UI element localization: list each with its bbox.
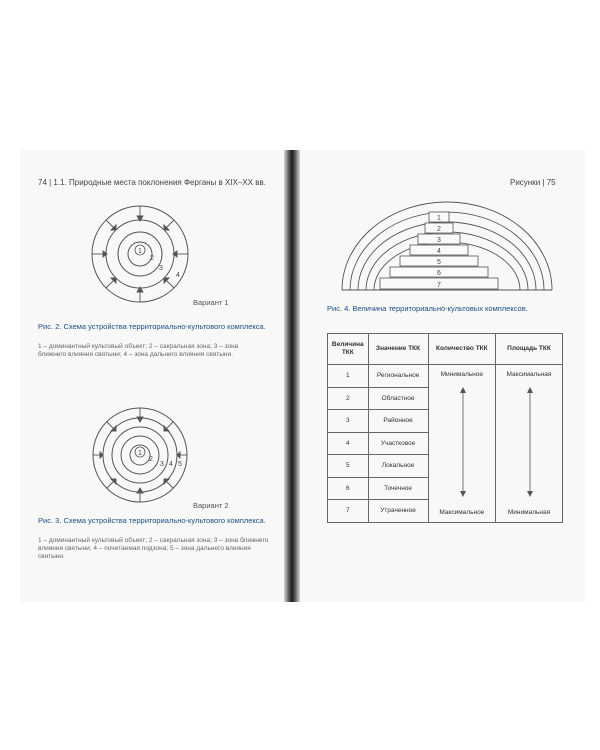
fig3-variant-label: Вариант 2 bbox=[193, 501, 229, 510]
figure-3-diagram bbox=[90, 400, 205, 515]
fig4-level-4: 4 bbox=[437, 248, 441, 255]
fig2-label-3: 3 bbox=[159, 265, 163, 272]
row-num: 2 bbox=[328, 387, 369, 410]
fig3-label-4: 4 bbox=[169, 461, 173, 468]
row-value: Точечное bbox=[368, 477, 428, 500]
fig4-level-3: 3 bbox=[437, 237, 441, 244]
tkk-table bbox=[327, 333, 563, 523]
area-bottom: Минимальная bbox=[507, 508, 551, 516]
row-value: Участковое bbox=[368, 432, 428, 455]
table-row bbox=[328, 365, 563, 388]
fig2-label-1: 1 bbox=[138, 248, 142, 255]
fig2-caption bbox=[38, 322, 273, 331]
header-value: Значение ТКК bbox=[368, 334, 428, 365]
row-num: 5 bbox=[328, 455, 369, 478]
row-value: Районное bbox=[368, 410, 428, 433]
row-num: 6 bbox=[328, 477, 369, 500]
row-value: Локальное bbox=[368, 455, 428, 478]
fig2-variant-label: Вариант 1 bbox=[193, 298, 229, 307]
count-double-arrow-icon bbox=[460, 387, 466, 497]
row-num: 7 bbox=[328, 500, 369, 523]
area-column bbox=[496, 365, 563, 523]
row-value: Областное bbox=[368, 387, 428, 410]
row-value: Региональное bbox=[368, 365, 428, 388]
count-bottom: Максимальное bbox=[439, 508, 485, 516]
fig4-level-6: 6 bbox=[437, 270, 441, 277]
header-size: Величина ТКК bbox=[328, 334, 369, 365]
count-column bbox=[428, 365, 495, 523]
fig3-label-1: 1 bbox=[138, 450, 142, 457]
row-num: 1 bbox=[328, 365, 369, 388]
table-header-row bbox=[328, 334, 563, 365]
fig3-caption-title: Схема устройства территориально-культового комплекса. bbox=[63, 516, 266, 525]
fig3-label-5: 5 bbox=[178, 461, 182, 468]
fig4-level-7: 7 bbox=[437, 282, 441, 289]
fig4-caption-title: Величина территориально-культовых комплексов. bbox=[352, 304, 528, 313]
fig3-caption bbox=[38, 516, 273, 525]
fig2-label-2: 2 bbox=[150, 255, 154, 262]
fig2-label-4: 4 bbox=[176, 272, 180, 279]
count-top: Минимальное bbox=[440, 371, 483, 378]
area-top: Максимальная bbox=[506, 371, 552, 378]
fig3-label-2: 2 bbox=[149, 456, 153, 463]
fig4-caption bbox=[327, 304, 582, 313]
fig2-caption-title: Схема устройства территориально-культового комплекса. bbox=[63, 322, 266, 331]
header-count: Количество ТКК bbox=[428, 334, 495, 365]
fig3-caption-label: Рис. 3. bbox=[38, 516, 62, 525]
left-page-header: 74 | 1.1. Природные места поклонения Ферганы в XIX–XX вв. bbox=[38, 178, 266, 187]
fig4-level-1: 1 bbox=[437, 215, 441, 222]
row-num: 4 bbox=[328, 432, 369, 455]
fig4-level-5: 5 bbox=[437, 259, 441, 266]
header-area: Площадь ТКК bbox=[496, 334, 563, 365]
fig4-level-2: 2 bbox=[437, 226, 441, 233]
row-num: 3 bbox=[328, 410, 369, 433]
fig3-legend: 1 – доминантный культовый объект; 2 – сакральная зона; 3 – зона ближнего влияния святыни; 4 – почитаемая подзона; 5 – зона дальнего влияния святыни. bbox=[38, 537, 269, 560]
area-double-arrow-icon bbox=[527, 387, 533, 497]
figure-2-diagram bbox=[90, 195, 205, 310]
fig2-caption-label: Рис. 2. bbox=[38, 322, 62, 331]
fig2-legend: 1 – доминантный культовый объект; 2 – сакральная зона; 3 – зона ближнего влияния святыни; 4 – зона дальнего влияния святыни. bbox=[38, 343, 239, 358]
fig3-label-3: 3 bbox=[160, 461, 164, 468]
row-value: Утраченное bbox=[368, 500, 428, 523]
figure-4-arches bbox=[340, 200, 555, 292]
book-gutter bbox=[284, 150, 300, 602]
fig4-caption-label: Рис. 4. bbox=[327, 304, 351, 313]
right-page-header: Рисунки | 75 bbox=[510, 178, 556, 187]
